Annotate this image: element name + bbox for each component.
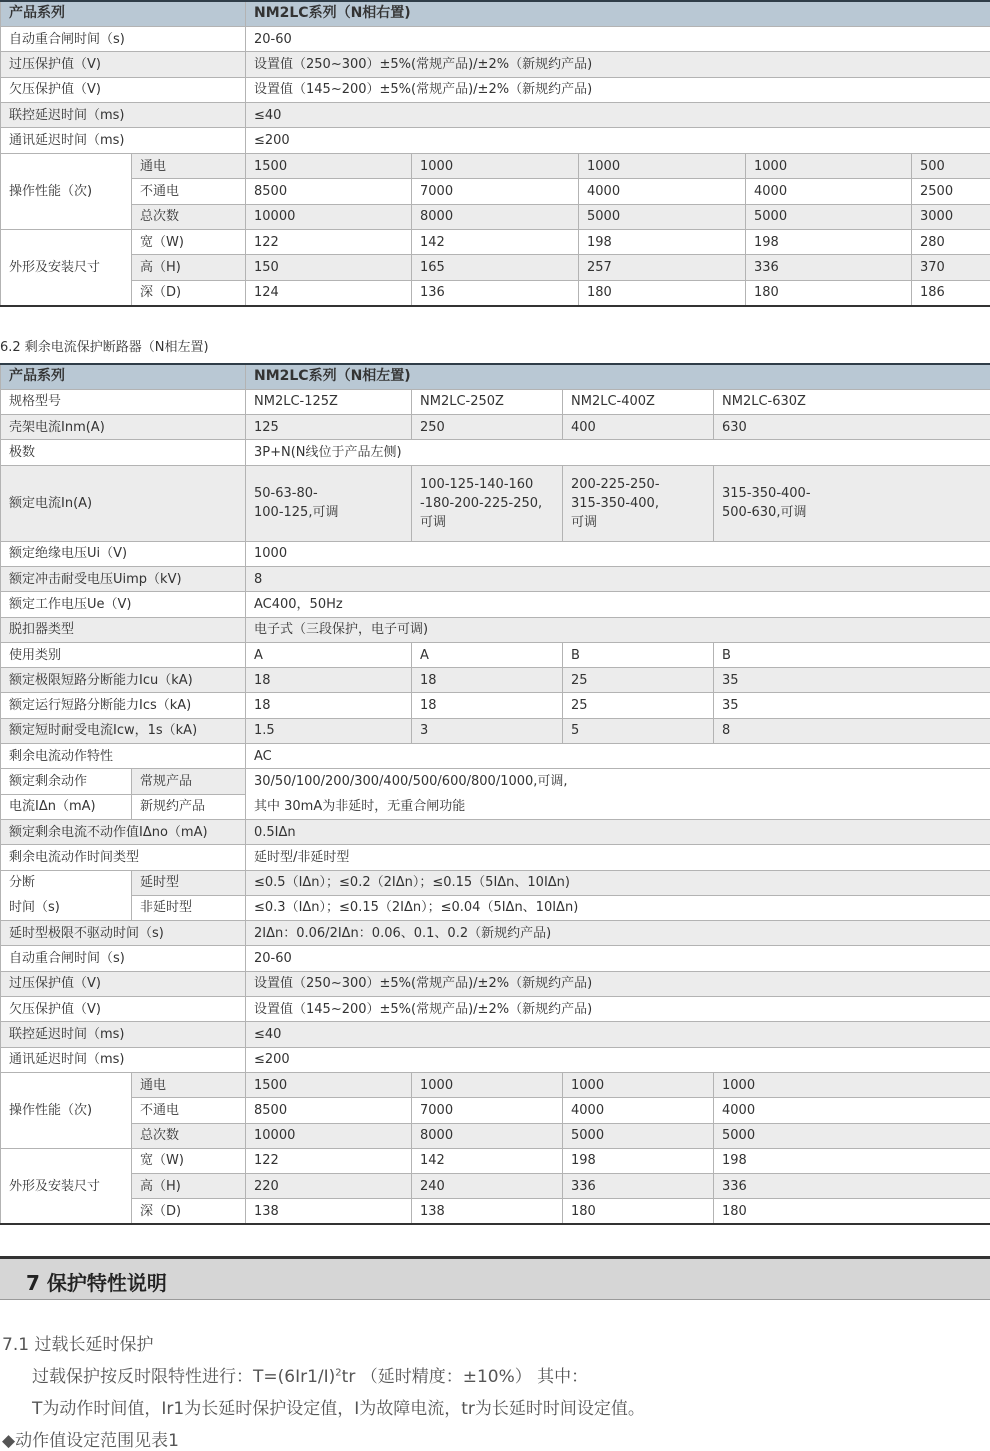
table-row [1,1022,990,1047]
cell: 4000 [563,1098,714,1123]
cell: 5000 [579,204,746,229]
cell: 1000 [714,1072,990,1097]
table-row [1,794,990,819]
formula-line [32,1362,588,1387]
cell: 198 [563,1148,714,1173]
row-label: 欠压保护值（V) [1,997,246,1022]
cell: 122 [246,1148,412,1173]
row-value: 30/50/100/200/300/400/500/600/800/1000,可调, [246,769,990,794]
table-header-row [1,1,990,26]
spec-table-n-right [0,0,990,307]
cell: A [412,642,563,667]
table-row [1,1199,990,1224]
cell: NM2LC-400Z [563,389,714,414]
cell: 18 [246,693,412,718]
cell: 198 [579,230,746,255]
row-value: ≤200 [246,128,990,153]
cell: 18 [412,668,563,693]
row-label: 额定极限短路分断能力Icu（kA) [1,668,246,693]
row-label: 额定电流In(A) [1,465,246,541]
table-row [1,440,990,465]
row-label: 分断 [1,870,132,895]
cell: NM2LC-125Z [246,389,412,414]
cell: B [714,642,990,667]
sub-label: 深（D) [132,280,246,305]
sub-label: 宽（W) [132,1148,246,1173]
table-row [1,389,990,414]
cell: 4000 [746,179,912,204]
sub-label: 总次数 [132,1123,246,1148]
table-row [1,1072,990,1097]
table-row [1,845,990,870]
cell: 8 [714,718,990,743]
cell: 8500 [246,1098,412,1123]
cell: 25 [563,693,714,718]
table-row [1,870,990,895]
cell: 1500 [246,153,412,178]
row-label: 额定短时耐受电流Icw，1s（kA) [1,718,246,743]
table-row [1,971,990,996]
row-value: 其中 30mA为非延时，无重合闸功能 [246,794,990,819]
row-value: 2IΔn：0.06/2IΔn：0.06、0.1、0.2（新规约产品) [246,921,990,946]
cell: A [246,642,412,667]
table-header-row [1,364,990,389]
row-label: 额定运行短路分断能力Ics（kA) [1,693,246,718]
table-row [1,52,990,77]
cell: 18 [246,668,412,693]
cell: 8000 [412,204,579,229]
table-row [1,255,990,280]
cell: 7000 [412,179,579,204]
cell: 35 [714,668,990,693]
sub-heading: 7.1 过载长延时保护 [2,1330,153,1355]
operation-label: 操作性能（次) [1,153,132,229]
cell: 315-350-400- 500-630,可调 [714,465,990,541]
table-row [1,26,990,51]
row-label: 通讯延迟时间（ms) [1,1047,246,1072]
table-row [1,1174,990,1199]
cell: 180 [579,280,746,305]
cell: 5000 [746,204,912,229]
cell: 3 [412,718,563,743]
row-value: 1000 [246,541,990,566]
sub-label: 延时型 [132,870,246,895]
cell: 10000 [246,204,412,229]
table-row [1,566,990,591]
cell: 5 [563,718,714,743]
sub-label: 通电 [132,153,246,178]
cell: NM2LC-630Z [714,389,990,414]
cell: 125 [246,415,412,440]
row-label: 过压保护值（V) [1,971,246,996]
cell: 3000 [912,204,990,229]
cell: 1000 [412,1072,563,1097]
table-row [1,541,990,566]
cell: 1.5 [246,718,412,743]
row-label: 额定绝缘电压Ui（V) [1,541,246,566]
cell: 500 [912,153,990,178]
row-value: ≤40 [246,103,990,128]
sub-label: 深（D) [132,1199,246,1224]
cell: 1000 [746,153,912,178]
cell: 124 [246,280,412,305]
row-label: 延时型极限不驱动时间（s) [1,921,246,946]
cell: B [563,642,714,667]
row-value: ≤0.5（IΔn）；≤0.2（2IΔn）；≤0.15（5IΔn、10IΔn) [246,870,990,895]
table-row [1,179,990,204]
row-value: 设置值（145~200）±5%(常规产品)/±2%（新规约产品) [246,997,990,1022]
row-value: ≤200 [246,1047,990,1072]
table-row [1,718,990,743]
row-value: 设置值（250~300）±5%(常规产品)/±2%（新规约产品) [246,971,990,996]
cell: NM2LC-250Z [412,389,563,414]
cell: 142 [412,1148,563,1173]
cell: 280 [912,230,990,255]
header-label: 产品系列 [1,364,246,389]
spec-table-n-left [0,363,990,1225]
table-row [1,921,990,946]
row-label: 额定剩余电流不动作值IΔno（mA) [1,819,246,844]
row-label: 额定剩余动作 [1,769,132,794]
cell: 136 [412,280,579,305]
table-row [1,1148,990,1173]
cell: 180 [563,1199,714,1224]
table-row [1,204,990,229]
cell: 257 [579,255,746,280]
cell: 630 [714,415,990,440]
sub-label: 高（H) [132,255,246,280]
table-row [1,946,990,971]
sub-label: 新规约产品 [132,794,246,819]
sub-label: 常规产品 [132,769,246,794]
table-row [1,77,990,102]
cell: 18 [412,693,563,718]
row-label: 联控延迟时间（ms) [1,1022,246,1047]
table-row [1,230,990,255]
cell: 5000 [714,1123,990,1148]
row-label: 额定工作电压Ue（V) [1,592,246,617]
cell: 180 [714,1199,990,1224]
section-title: 7 保护特性说明 [26,1267,167,1296]
cell: 10000 [246,1123,412,1148]
row-value: 20-60 [246,946,990,971]
table-row [1,103,990,128]
dimensions-label: 外形及安装尺寸 [1,230,132,306]
cell: 25 [563,668,714,693]
cell: 35 [714,693,990,718]
row-value: AC [246,744,990,769]
table-row [1,769,990,794]
cell: 336 [714,1174,990,1199]
table-row [1,668,990,693]
cell: 100-125-140-160 -180-200-225-250, 可调 [412,465,563,541]
cell: 180 [746,280,912,305]
row-label: 脱扣器类型 [1,617,246,642]
definition-line: T为动作时间值，Ir1为长延时保护设定值，I为故障电流，tr为长延时时间设定值。 [32,1394,645,1419]
cell: 1000 [579,153,746,178]
cell: 7000 [412,1098,563,1123]
table-row [1,128,990,153]
cell: 50-63-80- 100-125,可调 [246,465,412,541]
cell: 250 [412,415,563,440]
table-row [1,997,990,1022]
cell: 186 [912,280,990,305]
cell: 200-225-250- 315-350-400, 可调 [563,465,714,541]
sub-label: 非延时型 [132,895,246,920]
sub-label: 通电 [132,1072,246,1097]
cell: 138 [412,1199,563,1224]
table-row [1,895,990,920]
table-row [1,617,990,642]
cell: 165 [412,255,579,280]
header-label: 产品系列 [1,1,246,26]
row-label: 通讯延迟时间（ms) [1,128,246,153]
row-label: 过压保护值（V) [1,52,246,77]
cell: 1000 [563,1072,714,1097]
table-caption: 6.2 剩余电流保护断路器（N相左置) [0,336,209,355]
row-value: 延时型/非延时型 [246,845,990,870]
table-row [1,415,990,440]
row-value: 设置值（250~300）±5%(常规产品)/±2%（新规约产品) [246,52,990,77]
cell: 4000 [714,1098,990,1123]
operation-label: 操作性能（次) [1,1072,132,1148]
row-label: 规格型号 [1,389,246,414]
cell: 4000 [579,179,746,204]
cell: 150 [246,255,412,280]
row-value: 8 [246,566,990,591]
cell: 370 [912,255,990,280]
table-row [1,592,990,617]
cell: 1500 [246,1072,412,1097]
row-value: 0.5IΔn [246,819,990,844]
cell: 2500 [912,179,990,204]
cell: 8000 [412,1123,563,1148]
table-row [1,819,990,844]
row-value: 20-60 [246,26,990,51]
sub-label: 不通电 [132,1098,246,1123]
cell: 336 [563,1174,714,1199]
row-label: 壳架电流Inm(A) [1,415,246,440]
row-label: 极数 [1,440,246,465]
cell: 198 [746,230,912,255]
row-label: 自动重合闸时间（s) [1,946,246,971]
sub-label: 高（H) [132,1174,246,1199]
table-row [1,744,990,769]
cell: 220 [246,1174,412,1199]
row-label: 联控延迟时间（ms) [1,103,246,128]
formula-prefix: 过载保护按反时限特性进行：T=(6Ir1/I) [32,1367,335,1387]
header-value: NM2LC系列（N相左置) [246,364,990,389]
row-label: 时间（s) [1,895,132,920]
row-value: AC400，50Hz [246,592,990,617]
row-value: 3P+N(N线位于产品左侧) [246,440,990,465]
cell: 198 [714,1148,990,1173]
row-label: 使用类别 [1,642,246,667]
row-value: ≤40 [246,1022,990,1047]
table-row [1,642,990,667]
table-row [1,280,990,305]
section-header [0,1256,990,1300]
row-label: 欠压保护值（V) [1,77,246,102]
table-row [1,1047,990,1072]
table-row [1,153,990,178]
cell: 138 [246,1199,412,1224]
cell: 5000 [563,1123,714,1148]
cell: 8500 [246,179,412,204]
sub-label: 总次数 [132,204,246,229]
dimensions-label: 外形及安装尺寸 [1,1148,132,1224]
row-value: 电子式（三段保护，电子可调) [246,617,990,642]
row-label: 剩余电流动作特性 [1,744,246,769]
row-label: 电流IΔn（mA) [1,794,132,819]
row-value: 设置值（145~200）±5%(常规产品)/±2%（新规约产品) [246,77,990,102]
table-row [1,693,990,718]
formula-exponent: 2 [335,1367,341,1378]
table-row [1,1123,990,1148]
row-label: 剩余电流动作时间类型 [1,845,246,870]
row-label: 额定冲击耐受电压Uimp（kV) [1,566,246,591]
row-value: ≤0.3（IΔn）；≤0.15（2IΔn）；≤0.04（5IΔn、10IΔn) [246,895,990,920]
row-label: 自动重合闸时间（s) [1,26,246,51]
cell: 336 [746,255,912,280]
cell: 1000 [412,153,579,178]
sub-label: 不通电 [132,179,246,204]
cell: 142 [412,230,579,255]
cell: 122 [246,230,412,255]
table-row [1,1098,990,1123]
table-row [1,465,990,541]
formula-suffix: tr （延时精度：±10%） 其中： [342,1367,589,1387]
sub-label: 宽（W) [132,230,246,255]
header-value: NM2LC系列（N相右置) [246,1,990,26]
cell: 240 [412,1174,563,1199]
cell: 400 [563,415,714,440]
bullet-line: ◆动作值设定范围见表1 [2,1426,179,1451]
